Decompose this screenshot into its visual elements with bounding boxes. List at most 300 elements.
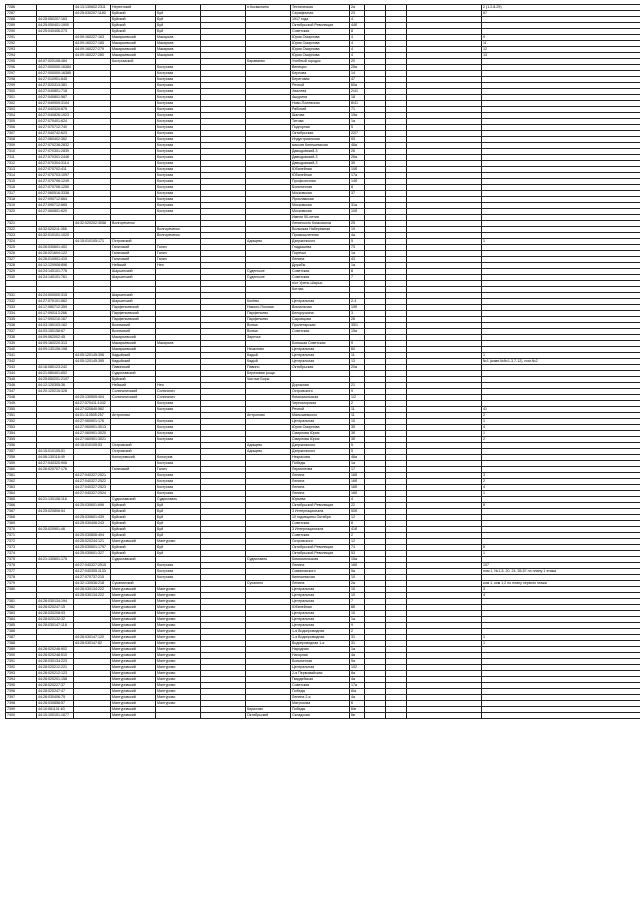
table-cell: Ленина [291, 479, 350, 485]
table-cell: 8 [350, 269, 365, 275]
table-cell: 44:01:110505:257 [74, 413, 111, 419]
table-cell: 11 [350, 407, 365, 413]
table-cell: 14 [350, 71, 365, 77]
table-cell: 7337 [6, 329, 37, 335]
table-cell: 5а [350, 569, 365, 575]
table-cell: 7391 [6, 659, 37, 665]
table-cell: Кадыйский [111, 359, 156, 365]
table-cell: Судиславский [111, 497, 156, 503]
table-cell: 44:28:020201:158 [37, 677, 74, 683]
table-cell: п.Космынино [246, 5, 291, 11]
table-cell: 1 [482, 353, 640, 359]
table-cell: Кострома [156, 461, 201, 467]
table-cell: 4а [350, 653, 365, 659]
table-cell: Советская [291, 521, 350, 527]
table-cell: Островского [291, 389, 350, 395]
table-cell: Серафичная [291, 11, 350, 17]
register-table-container [5, 4, 635, 719]
table-cell: 44:27:070236:2832 [37, 143, 74, 149]
table-cell: Нейский [111, 263, 156, 269]
table-cell: 1-я Водопроводная [291, 635, 350, 641]
table-cell: 7351 [6, 413, 37, 419]
table-cell: 7332 [6, 299, 37, 305]
table-cell: Береговая [291, 77, 350, 83]
table-cell: 3б [350, 425, 365, 431]
empty-cell [386, 713, 407, 719]
table-cell: Кострома [156, 179, 201, 185]
table-cell: 7311 [6, 155, 37, 161]
table-cell: Солигалич [156, 389, 201, 395]
table-cell: 10 [350, 575, 365, 581]
table-cell: Парфеньевский [111, 311, 156, 317]
table-cell: Техническая [291, 5, 350, 11]
table-cell: 44:28:030147:120 [74, 635, 111, 641]
table-cell: 7386 [6, 629, 37, 635]
table-cell: 44:28:020244:121 [74, 539, 111, 545]
table-cell: Парфеньевский [111, 317, 156, 323]
table-cell: 41 [482, 407, 640, 413]
table-cell: 44:21:080401:652 [37, 371, 74, 377]
table-cell: 44:05:120145:395 [74, 359, 111, 365]
table-cell: 7374 [6, 551, 37, 557]
table-cell: Кострома [156, 95, 201, 101]
table-cell: 10 годовщины Октября [291, 515, 350, 521]
table-cell: Речной [291, 407, 350, 413]
table-cell: Сусанино [246, 581, 291, 587]
table-cell: 7310 [6, 149, 37, 155]
table-cell: 44:27:070712:740 [37, 125, 74, 131]
table-cell: Мантуровский [111, 665, 156, 671]
table-cell: Кострома [156, 107, 201, 113]
table-cell: 11 [350, 413, 365, 419]
table-cell: Имени 50-летия [291, 215, 350, 221]
table-cell: Центральная [291, 593, 350, 599]
table-cell: Центральная [291, 587, 350, 593]
table-cell: 1а [350, 461, 365, 467]
table-cell: 44:27:070101:562 [37, 299, 74, 305]
table-cell: Буй [156, 503, 201, 509]
table-cell: Советская [291, 269, 350, 275]
table-cell: 44:27:040320:875 [37, 107, 74, 113]
table-cell: 44:20:120215:328 [37, 389, 74, 395]
table-cell: 7287 [6, 11, 37, 17]
table-cell: 7344 [6, 371, 37, 377]
table-cell: 44:26:030601:402 [37, 245, 74, 251]
property-register-table [5, 4, 640, 719]
table-cell: Смирнова Юрия [291, 431, 350, 437]
table-cell: 44:25:030406:243 [74, 521, 111, 527]
table-cell: 7325 [6, 245, 37, 251]
table-cell: Галич [156, 251, 201, 257]
table-cell: 7377 [6, 569, 37, 575]
table-cell: Кострома [156, 407, 201, 413]
table-cell: 44:09:160227:165 [74, 41, 111, 47]
table-cell: Больничная [291, 185, 350, 191]
table-cell: Юрия Смирнова [291, 41, 350, 47]
table-cell: Березовая роща [246, 371, 291, 377]
table-cell: 44:27:040801:718 [37, 89, 74, 95]
table-cell: 1а [350, 119, 365, 125]
table-cell: Адищево [246, 449, 291, 455]
table-cell: 7399 [6, 707, 37, 713]
table-cell: 44:28:020248:510 [37, 653, 74, 659]
table-cell: Мантуровский [111, 713, 156, 719]
table-cell: 44:16:080123:242 [37, 365, 74, 371]
table-cell: Кострома [156, 209, 201, 215]
table-cell: 7397 [6, 695, 37, 701]
table-cell: 4 [350, 41, 365, 47]
table-cell: 2/41 [350, 89, 365, 95]
table-cell: 44:03:150158:67 [37, 329, 74, 335]
table-cell: 7356 [6, 443, 37, 449]
table-cell: 3 [482, 473, 640, 479]
table-cell: Рабочий [291, 107, 350, 113]
table-cell: 2а [350, 5, 365, 11]
table-cell: Волгореченск [156, 233, 201, 239]
table-cell: Мантурово [156, 695, 201, 701]
table-cell: 7369 [6, 521, 37, 527]
table-cell: 7373 [6, 545, 37, 551]
table-cell: Вохма [246, 329, 291, 335]
table-cell: массив Кинешемская [291, 143, 350, 149]
table-cell: 10б [350, 209, 365, 215]
table-cell: Октябрьской Революции [291, 551, 350, 557]
table-cell: Титова [291, 119, 350, 125]
table-cell: 7290 [6, 29, 37, 35]
table-cell: 44:24:140101:776 [37, 269, 74, 275]
table-cell: 53 [350, 551, 365, 557]
table-cell: 4а [350, 233, 365, 239]
table-cell: 25 [350, 221, 365, 227]
table-cell: 1а [350, 251, 365, 257]
table-cell: 7289 [6, 23, 37, 29]
table-cell: 2-я Первомайская [291, 671, 350, 677]
table-cell: Буйский [111, 377, 156, 383]
table-cell: Центральная [291, 665, 350, 671]
table-cell: 4 [482, 425, 640, 431]
table-cell: Центральная [291, 617, 350, 623]
table-cell: Кинешемская [291, 575, 350, 581]
table-cell: Ленинского Комсомола [291, 221, 350, 227]
table-cell: Островский [111, 443, 156, 449]
table-cell: Кострома [156, 101, 201, 107]
table-cell: Кострома [156, 575, 201, 581]
table-cell: 7355 [6, 437, 37, 443]
table-cell: 41б [350, 527, 365, 533]
table-cell: 19 [350, 227, 365, 233]
table-cell: 44:27:070737:215 [74, 575, 111, 581]
table-cell: 44:28:030134:194 [37, 599, 74, 605]
table-cell: 44:27:060402:362 [37, 137, 74, 143]
table-cell: 9 [482, 35, 640, 41]
table-cell [74, 713, 111, 719]
table-cell: Мантуровский [111, 695, 156, 701]
table-cell: Центральная [291, 353, 350, 359]
table-cell: 7341 [6, 353, 37, 359]
table-cell: Кострома [156, 65, 201, 71]
table-cell: Мантурово [156, 539, 201, 545]
table-cell: 20 [350, 59, 365, 65]
table-cell: 4а [350, 677, 365, 683]
table-cell: Караваево [246, 59, 291, 65]
table-cell: 44:27:040327:2523 [74, 485, 111, 491]
table-cell: ком 1, ком 1,2 по плану первого этажа [482, 581, 640, 587]
table-cell: 44:25:030601:696 [74, 503, 111, 509]
table-cell [365, 713, 386, 719]
table-cell: 44:27:040826:1923 [37, 113, 74, 119]
table-cell: 44:28:030134:222 [74, 587, 111, 593]
table-cell: Кострома [156, 401, 201, 407]
table-cell: Буй [156, 17, 201, 23]
table-cell: 7308 [6, 137, 37, 143]
table-cell: 26а [350, 155, 365, 161]
table-cell: Мантурово [156, 605, 201, 611]
table-cell: 9 [350, 341, 365, 347]
table-cell: Учебный городок [291, 59, 350, 65]
table-cell: 44:27:020840:582 [74, 407, 111, 413]
table-cell: 44:27:040909:3104 [37, 101, 74, 107]
table-cell: 7314 [6, 173, 37, 179]
table-cell: 7307 [6, 131, 37, 137]
table-cell: Кострома [156, 161, 201, 167]
table-cell: Ленина [291, 563, 350, 569]
table-cell: 31 [350, 641, 365, 647]
table-cell: Центральная [291, 599, 350, 605]
table-cell: Мантурово [156, 635, 201, 641]
table-cell: Кострома [156, 197, 201, 203]
table-cell: Юбилейная [291, 167, 350, 173]
table-cell: 44:05:120145:396 [74, 353, 111, 359]
table-cell: 2 [482, 413, 640, 419]
table-cell: 4 [350, 17, 365, 23]
table-cell: 3б [350, 431, 365, 437]
table-cell: 44б [350, 23, 365, 29]
table-cell: 7 [350, 599, 365, 605]
table-cell: Мантуровский [111, 611, 156, 617]
table-cell: Кострома [156, 71, 201, 77]
table-cell: 7388 [6, 641, 37, 647]
table-cell: 44:26:010901:419 [37, 257, 74, 263]
table-cell: Волгореченск [111, 221, 156, 227]
table-cell: 7313 [6, 167, 37, 173]
table-cell: 44:32:010101:1020 [37, 233, 74, 239]
table-cell: 5 [350, 239, 365, 245]
table-cell: 7 [350, 275, 365, 281]
table-cell: 3 Интернационала [291, 509, 350, 515]
table-cell: 7383 [6, 611, 37, 617]
table-cell: Кострома [156, 125, 201, 131]
table-cell: Кадый [246, 359, 291, 365]
table-cell: 44:27:060901:3020 [74, 431, 111, 437]
table-cell: Кострома [156, 419, 201, 425]
table-cell: Юбилейная [291, 605, 350, 611]
table-cell: 7392 [6, 665, 37, 671]
table-cell: Макарьевский [111, 47, 156, 53]
table-cell: Юрия Смирнова [291, 53, 350, 59]
table-cell: 7389 [6, 647, 37, 653]
table-cell: 6/в [350, 707, 365, 713]
table-cell: Костромской [111, 59, 156, 65]
table-cell: 17 [350, 467, 365, 473]
table-cell: 46а [350, 143, 365, 149]
table-cell: Галич [156, 467, 201, 473]
table-cell: 1 [482, 641, 640, 647]
table-cell: Пролетарская [291, 323, 350, 329]
table-cell: Мантурово [156, 611, 201, 617]
table-cell: Нея [156, 263, 201, 269]
table-cell: 44:17:090210:167 [37, 317, 74, 323]
table-cell: 7380 [6, 587, 37, 593]
table-cell: 17а [350, 173, 365, 179]
empty-cell [407, 713, 482, 719]
table-cell: 6 [350, 701, 365, 707]
table-cell: 15а [350, 557, 365, 563]
table-cell: Кострома [156, 437, 201, 443]
table-cell: Кострома [156, 473, 201, 479]
table-cell: Конёво [246, 299, 291, 305]
table-cell: 7303 [6, 107, 37, 113]
table-cell: Матросова [291, 701, 350, 707]
table-cell: Давыдовский-3 [291, 149, 350, 155]
table-cell: Мантурово [156, 641, 201, 647]
table-cell: Суденское [246, 269, 291, 275]
table-cell: Дзержинского [291, 449, 350, 455]
table-cell: 7381 [6, 599, 37, 605]
table-cell: Симановского [291, 569, 350, 575]
table-cell: Складская [291, 713, 350, 719]
table-cell: Речной [291, 83, 350, 89]
table-cell: 12 [350, 539, 365, 545]
table-cell: 44:12:120908:896 [37, 263, 74, 269]
table-cell: Сыровцова [291, 317, 350, 323]
table-cell: 50б [350, 509, 365, 515]
table-cell: 44:28:020212:123 [37, 671, 74, 677]
table-cell: 2а [350, 581, 365, 587]
table-cell: 7312 [6, 161, 37, 167]
table-cell: Мантуровский [111, 617, 156, 623]
table-cell: 44:27:070301:2839 [37, 149, 74, 155]
table-cell: 44:27:040305:1133 [74, 569, 111, 575]
table-cell: Макарьевский [111, 335, 156, 341]
table-cell: Ленина [291, 485, 350, 491]
table-cell: Судиславский [111, 371, 156, 377]
table-cell: Николо-Полома [246, 305, 291, 311]
table-cell: 44:27:070411:1042 [74, 401, 111, 407]
table-cell: 44:27:070401:624 [37, 119, 74, 125]
table-cell: 7329 [6, 269, 37, 275]
table-cell: 44:10:100101:1677 [37, 713, 74, 719]
table-cell: 4 [482, 593, 640, 599]
table-cell: 44:24:000000:315 [37, 293, 74, 299]
table-cell: 8 [482, 503, 640, 509]
table-cell: 7368 [6, 515, 37, 521]
table-cell: Макарьевский [111, 53, 156, 59]
table-cell: Мантуровский [111, 539, 156, 545]
table-cell: Поречье [291, 251, 350, 257]
table-cell: 14б [350, 179, 365, 185]
table-cell: 7333 [6, 305, 37, 311]
table-cell: 12 [350, 515, 365, 521]
table-cell: 44:15:010105:53 [74, 443, 111, 449]
table-cell: Адищево [246, 239, 291, 245]
table-cell: 7294 [6, 53, 37, 59]
table-cell: Советская [291, 275, 350, 281]
table-cell: 7297 [6, 71, 37, 77]
table-cell: 44:09:160227:280 [74, 53, 111, 59]
table-cell: 4 [350, 497, 365, 503]
table-cell: 7316 [6, 185, 37, 191]
table-cell: 44:25:050401:1900 [37, 23, 74, 29]
table-cell: Буй [156, 533, 201, 539]
table-cell: 73 [350, 245, 365, 251]
table-cell: 13 [350, 359, 365, 365]
table-cell: 1 [482, 431, 640, 437]
table-cell: Буйский [111, 509, 156, 515]
table-cell: Макарьев [156, 35, 201, 41]
table-cell: 7306 [6, 125, 37, 131]
table-cell: Московская [291, 203, 350, 209]
table-cell: 35/1 [350, 323, 365, 329]
table-cell: Ленина 2-я [291, 695, 350, 701]
table-cell: 7336 [6, 323, 37, 329]
table-cell: 7326 [6, 251, 37, 257]
table-cell: Нешитово [246, 347, 291, 353]
table-cell: п/ст Урень-Шарья- [291, 281, 350, 287]
table-cell: Ленина [291, 491, 350, 497]
table-cell: Буй [156, 11, 201, 17]
table-cell: 44:27:020313:381 [37, 83, 74, 89]
table-cell: 44:12:120305:36 [37, 383, 74, 389]
table-cell: 44:25:050201:2197 [37, 377, 74, 383]
table-cell: 74 [350, 545, 365, 551]
table-cell: 44:07:020108:484 [37, 59, 74, 65]
table-cell: Парфеньево [246, 317, 291, 323]
table-cell: Дружбы [291, 263, 350, 269]
table-cell [156, 713, 201, 719]
table-cell: Кострома [156, 89, 201, 95]
table-cell: 7298 [6, 77, 37, 83]
table-cell: 8 [350, 185, 365, 191]
table-cell: 44:28:030134:222 [74, 593, 111, 599]
table-cell: 44:27:010901:645 [37, 77, 74, 83]
table-cell [201, 713, 246, 719]
table-cell: 44:32:020202:3058 [74, 221, 111, 227]
table-cell: 25а [350, 65, 365, 71]
table-cell: 7317 [6, 191, 37, 197]
table-cell: Центральная [291, 611, 350, 617]
table-cell: 1/2 [350, 395, 365, 401]
table-cell: Мантуровский [111, 599, 156, 605]
table-cell: Юбилейная [291, 173, 350, 179]
table-cell: Мантурово [156, 653, 201, 659]
table-cell: Кострома [156, 203, 201, 209]
table-cell: Нерехтский [111, 5, 156, 11]
table-cell: 5 [350, 449, 365, 455]
table-cell: 44:27:040327:2515 [74, 563, 111, 569]
table-cell: Октябрьский [246, 713, 291, 719]
table-cell: Центральная [291, 299, 350, 305]
table-cell: 22 [350, 503, 365, 509]
table-cell: №1 (комн.№№1-3,7-12), пом.№2 [482, 359, 640, 365]
table-cell: 44:27:000000:16384 [37, 65, 74, 71]
table-cell: 31 [350, 635, 365, 641]
table-cell: Берлова [291, 71, 350, 77]
table-cell: Большая Советская [291, 341, 350, 347]
table-cell: 7359 [6, 461, 37, 467]
table-cell: Галичский [111, 467, 156, 473]
table-cell: Мантурово [156, 629, 201, 635]
table-cell: Советская [291, 29, 350, 35]
